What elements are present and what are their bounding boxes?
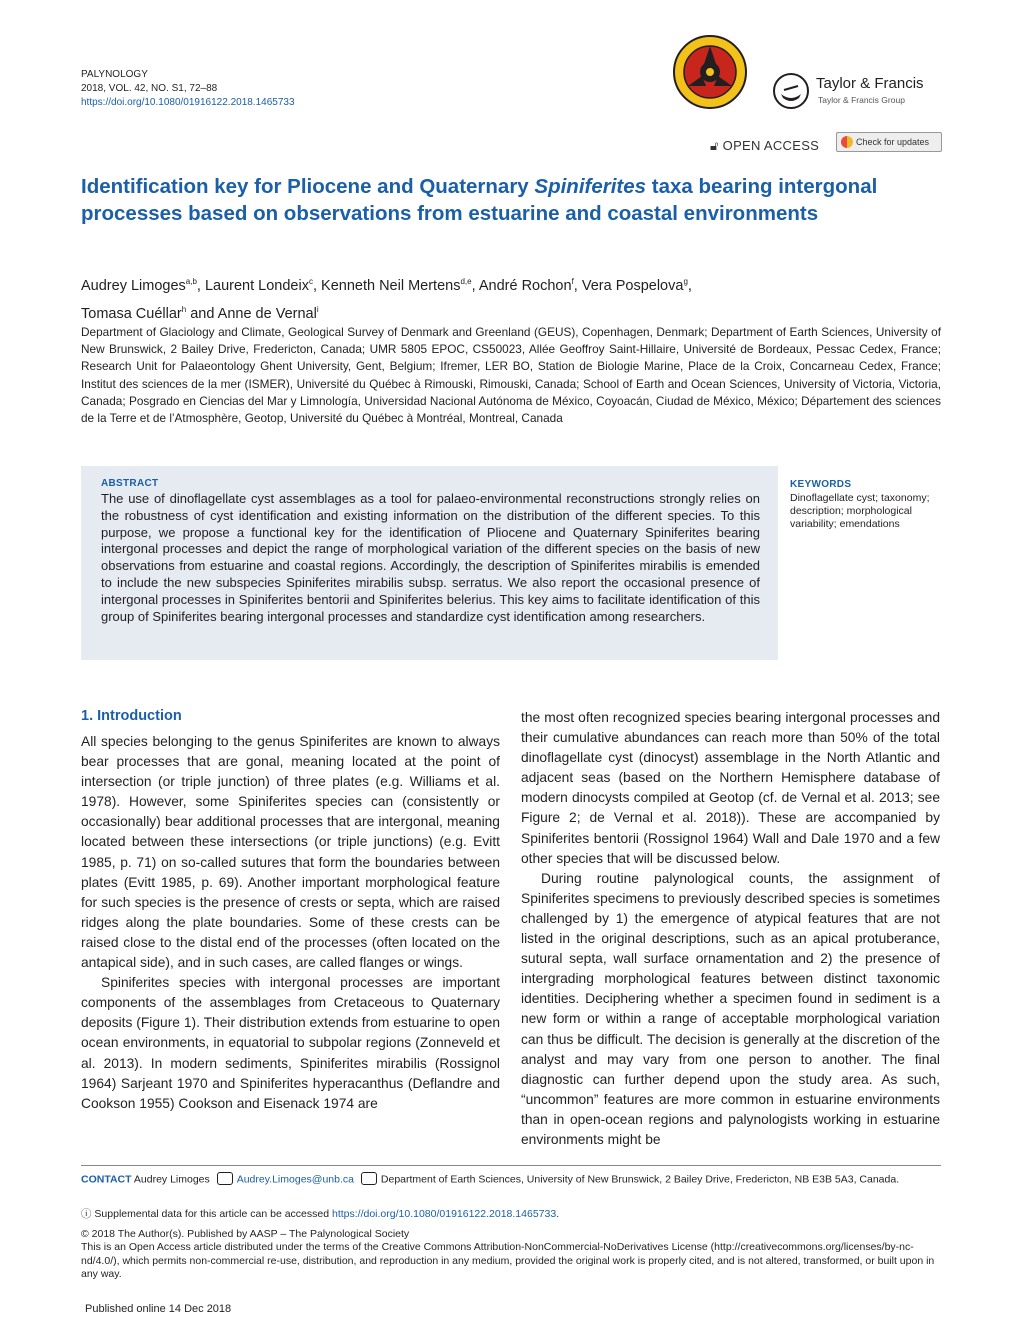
copyright-line: © 2018 The Author(s). Published by AASP – The Palynological Society <box>81 1228 410 1240</box>
journal-name: PALYNOLOGY <box>81 69 148 80</box>
affiliations: Department of Glaciology and Climate, Geological Survey of Denmark and Greenland (GEUS), Copenhagen, Denmark; Department of Earth Sciences, University of New Brunswick, 2 Bailey Drive, Fredericton, Canada; UMR 5805 EPOC, CS50023, Allée Geoffroy Saint-Hillaire, Université de Bordeaux, Pessac Cedex, France; Research Unit for Palaeontology Ghent University, Gent, Belgium; Ifremer, LER BO, Station de Biologie Marine, Place de la Croix, Concarneau Cedex, France; Institut des sciences de la mer (ISMER), Université du Québec à Rimouski, Rimouski, Canada; School of Earth and Ocean Sciences, University of Victoria, Victoria, Canada; Posgrado en Ciencias del Mar y Limnología, Universidad Nacional Autónoma de México, Coyoacán, Ciudad de México, México; Département des sciences de la Terre et de l’Atmosphère, Geotop, Université du Québec à Montréal, Montreal, Canada <box>81 325 941 426</box>
check-for-updates-button[interactable] <box>836 132 942 152</box>
abstract-box <box>81 466 778 660</box>
section-heading-introduction: 1. Introduction <box>81 708 182 724</box>
contact-email-link[interactable]: Audrey.Limoges@unb.ca <box>236 1173 354 1186</box>
supplemental-text: Supplemental data for this article can be accessed <box>94 1208 332 1220</box>
body-column-left <box>81 708 500 1114</box>
journal-info <box>81 68 295 110</box>
author-list <box>81 270 941 326</box>
publisher-logo <box>772 72 942 112</box>
article-title: Identification key for Pliocene and Quaternary Spiniferites taxa bearing intergonal processes based on observations from estuarine and coastal environments <box>81 175 878 225</box>
publisher-name: Taylor & Francis <box>816 75 924 92</box>
publisher-emblem-icon <box>772 72 810 110</box>
authors-line-1: Audrey Limoges$^{a,b}$, Laurent Londeix$^c$, Kenneth Neil Mertens$^{d,e}$, André Rochon$^f$, Vera Pospelova$^g$, <box>81 277 692 294</box>
body-column-right <box>521 708 940 1150</box>
lock-icon: 🔓︎ <box>710 138 719 153</box>
intro-paragraph-1: All species belonging to the genus Spiniferites are known to always bear processes that are gonal, meaning located at the point of intersection (or triple junction) of three plates (e.g. Williams et al. 1978). However, some Spiniferites species can (consistently or occasionally) bear additional processes that are intergonal, meaning located between these intersections (or triple junctions) (e.g. Evitt 1985, p. 71) on so-called sutures that form the boundaries between plates (Evitt 1985, p. 69). Another important morphological feature for such species is the presence of crests or septa, which are raised ridges along the plate boundaries. Some of these crests can be raised close to the distal end of the processes (often located on the antapical side), and in such cases, are called flanges or wings. <box>81 734 500 971</box>
society-seal-logo <box>664 34 756 110</box>
open-access-label: OPEN ACCESS <box>722 138 820 153</box>
check-updates-label: Check for updates <box>856 137 930 147</box>
intro-paragraph-3: the most often recognized species bearing intergonal processes and their cumulative abundances can reach more than 50% of the total dinoflagellate cyst (dinocyst) assemblage in the North Atlantic and adjacent seas (based on the Northern Hemisphere database of modern dinocysts compiled at Geotop (cf. de Vernal et al. 2013; see Figure 2; de Vernal et al. 2018)). These are accompanied by Spiniferites bentorii (Rossignol 1964) Wall and Dale 1970 and a few other species that will be discussed below. <box>521 710 940 866</box>
intro-paragraph-2: Spiniferites species with intergonal processes are important components of the assemblages from Cretaceous to Quaternary deposits (Figure 1). Their distribution extends from estuarine to open ocean environments, in equatorial to subpolar regions (Zonneveld et al. 2013). In modern sediments, Spiniferites mirabilis (Rossignol 1964) Sarjeant 1970 and Spiniferites hyperacanthus (Deflandre and Cookson 1955) Cookson and Eisenack 1974 are <box>81 975 500 1111</box>
abstract-heading: ABSTRACT <box>101 478 159 489</box>
keywords-heading: KEYWORDS <box>790 479 852 490</box>
contact-name: Audrey Limoges <box>133 1173 210 1186</box>
email-icon <box>217 1172 233 1185</box>
keywords-panel <box>790 479 950 531</box>
license-text: This is an Open Access article distributed under the terms of the Creative Commons Attribution-NonCommercial-NoDerivatives License (http://creativecommons.org/licenses/by-nc-nd/4.0/), which permits non-commercial re-use, distribution, and reproduction in any medium, provided the original work is properly cited, and is not altered, transformed, or built upon in any way. <box>81 1241 935 1280</box>
doi-link[interactable]: https://doi.org/10.1080/01916122.2018.1465733 <box>81 97 295 108</box>
supplemental-line: ⓘ Supplemental data for this article can be accessed https://doi.org/10.1080/01916122.2018.1465733. <box>81 1208 560 1220</box>
contact-label: CONTACT <box>81 1173 132 1186</box>
intro-paragraph-4: During routine palynological counts, the assignment of Spiniferites specimens to previously described species is sometimes challenged by 1) the emergence of atypical features that are not listed in the original descriptions, such as an apical protuberance, sutural septa, wall surface ornamentation and 2) the presence of intergrading morphological features between distinct taxonomic identities. Deciphering whether a specimen found in sediment is a new form or within a range of acceptable morphological variation can thus be difficult. The decision is generally at the discretion of the analyst and may vary from one person to another. The final diagnostic can further depend upon the study area. As such, “uncommon” features are more common in estuarine environments than in open-ocean regions and palynologists working in estuarine environments might be <box>521 870 940 1147</box>
address-icon <box>361 1172 377 1185</box>
crossmark-icon <box>841 136 853 148</box>
abstract-text: The use of dinoflagellate cyst assemblages as a tool for palaeo-environmental reconstructions strongly relies on the robustness of cyst identification and existing information on the distribution of the different species. To this purpose, we propose a functional key for the identification of Pliocene and Quaternary Spiniferites bearing intergonal processes and depict the range of morphological variation of the different species on the basis of new observations from estuarine and coastal regions. Accordingly, the description of Spiniferites mirabilis is emended to include the new subspecies Spiniferites mirabilis subsp. serratus. We also report the occasional presence of intergonal processes in Spiniferites bentorii and Spiniferites belerius. This key aims to facilitate identification of this group of Spiniferites bearing intergonal processes and standardize cyst identification among researchers. <box>101 491 760 624</box>
contact-address: Department of Earth Sciences, University of New Brunswick, 2 Bailey Drive, Fredericton, NB E3B 5A3, Canada. <box>380 1173 900 1186</box>
journal-volume: 2018, VOL. 42, NO. S1, 72–88 <box>81 83 218 94</box>
footer-divider <box>81 1165 941 1166</box>
supplemental-link[interactable]: https://doi.org/10.1080/01916122.2018.1465733 <box>331 1208 557 1220</box>
open-access-badge <box>710 138 819 154</box>
publisher-group: Taylor & Francis Group <box>818 95 905 105</box>
authors-line-2: Tomasa Cuéllar$^h$ and Anne de Vernal$^i$ <box>81 304 319 322</box>
info-icon: ⓘ <box>81 1208 92 1220</box>
published-date: Published online 14 Dec 2018 <box>85 1303 232 1315</box>
keywords-list: Dinoflagellate cyst; taxonomy; description; morphological variability; emendations <box>790 492 930 530</box>
contact-line <box>81 1173 941 1187</box>
